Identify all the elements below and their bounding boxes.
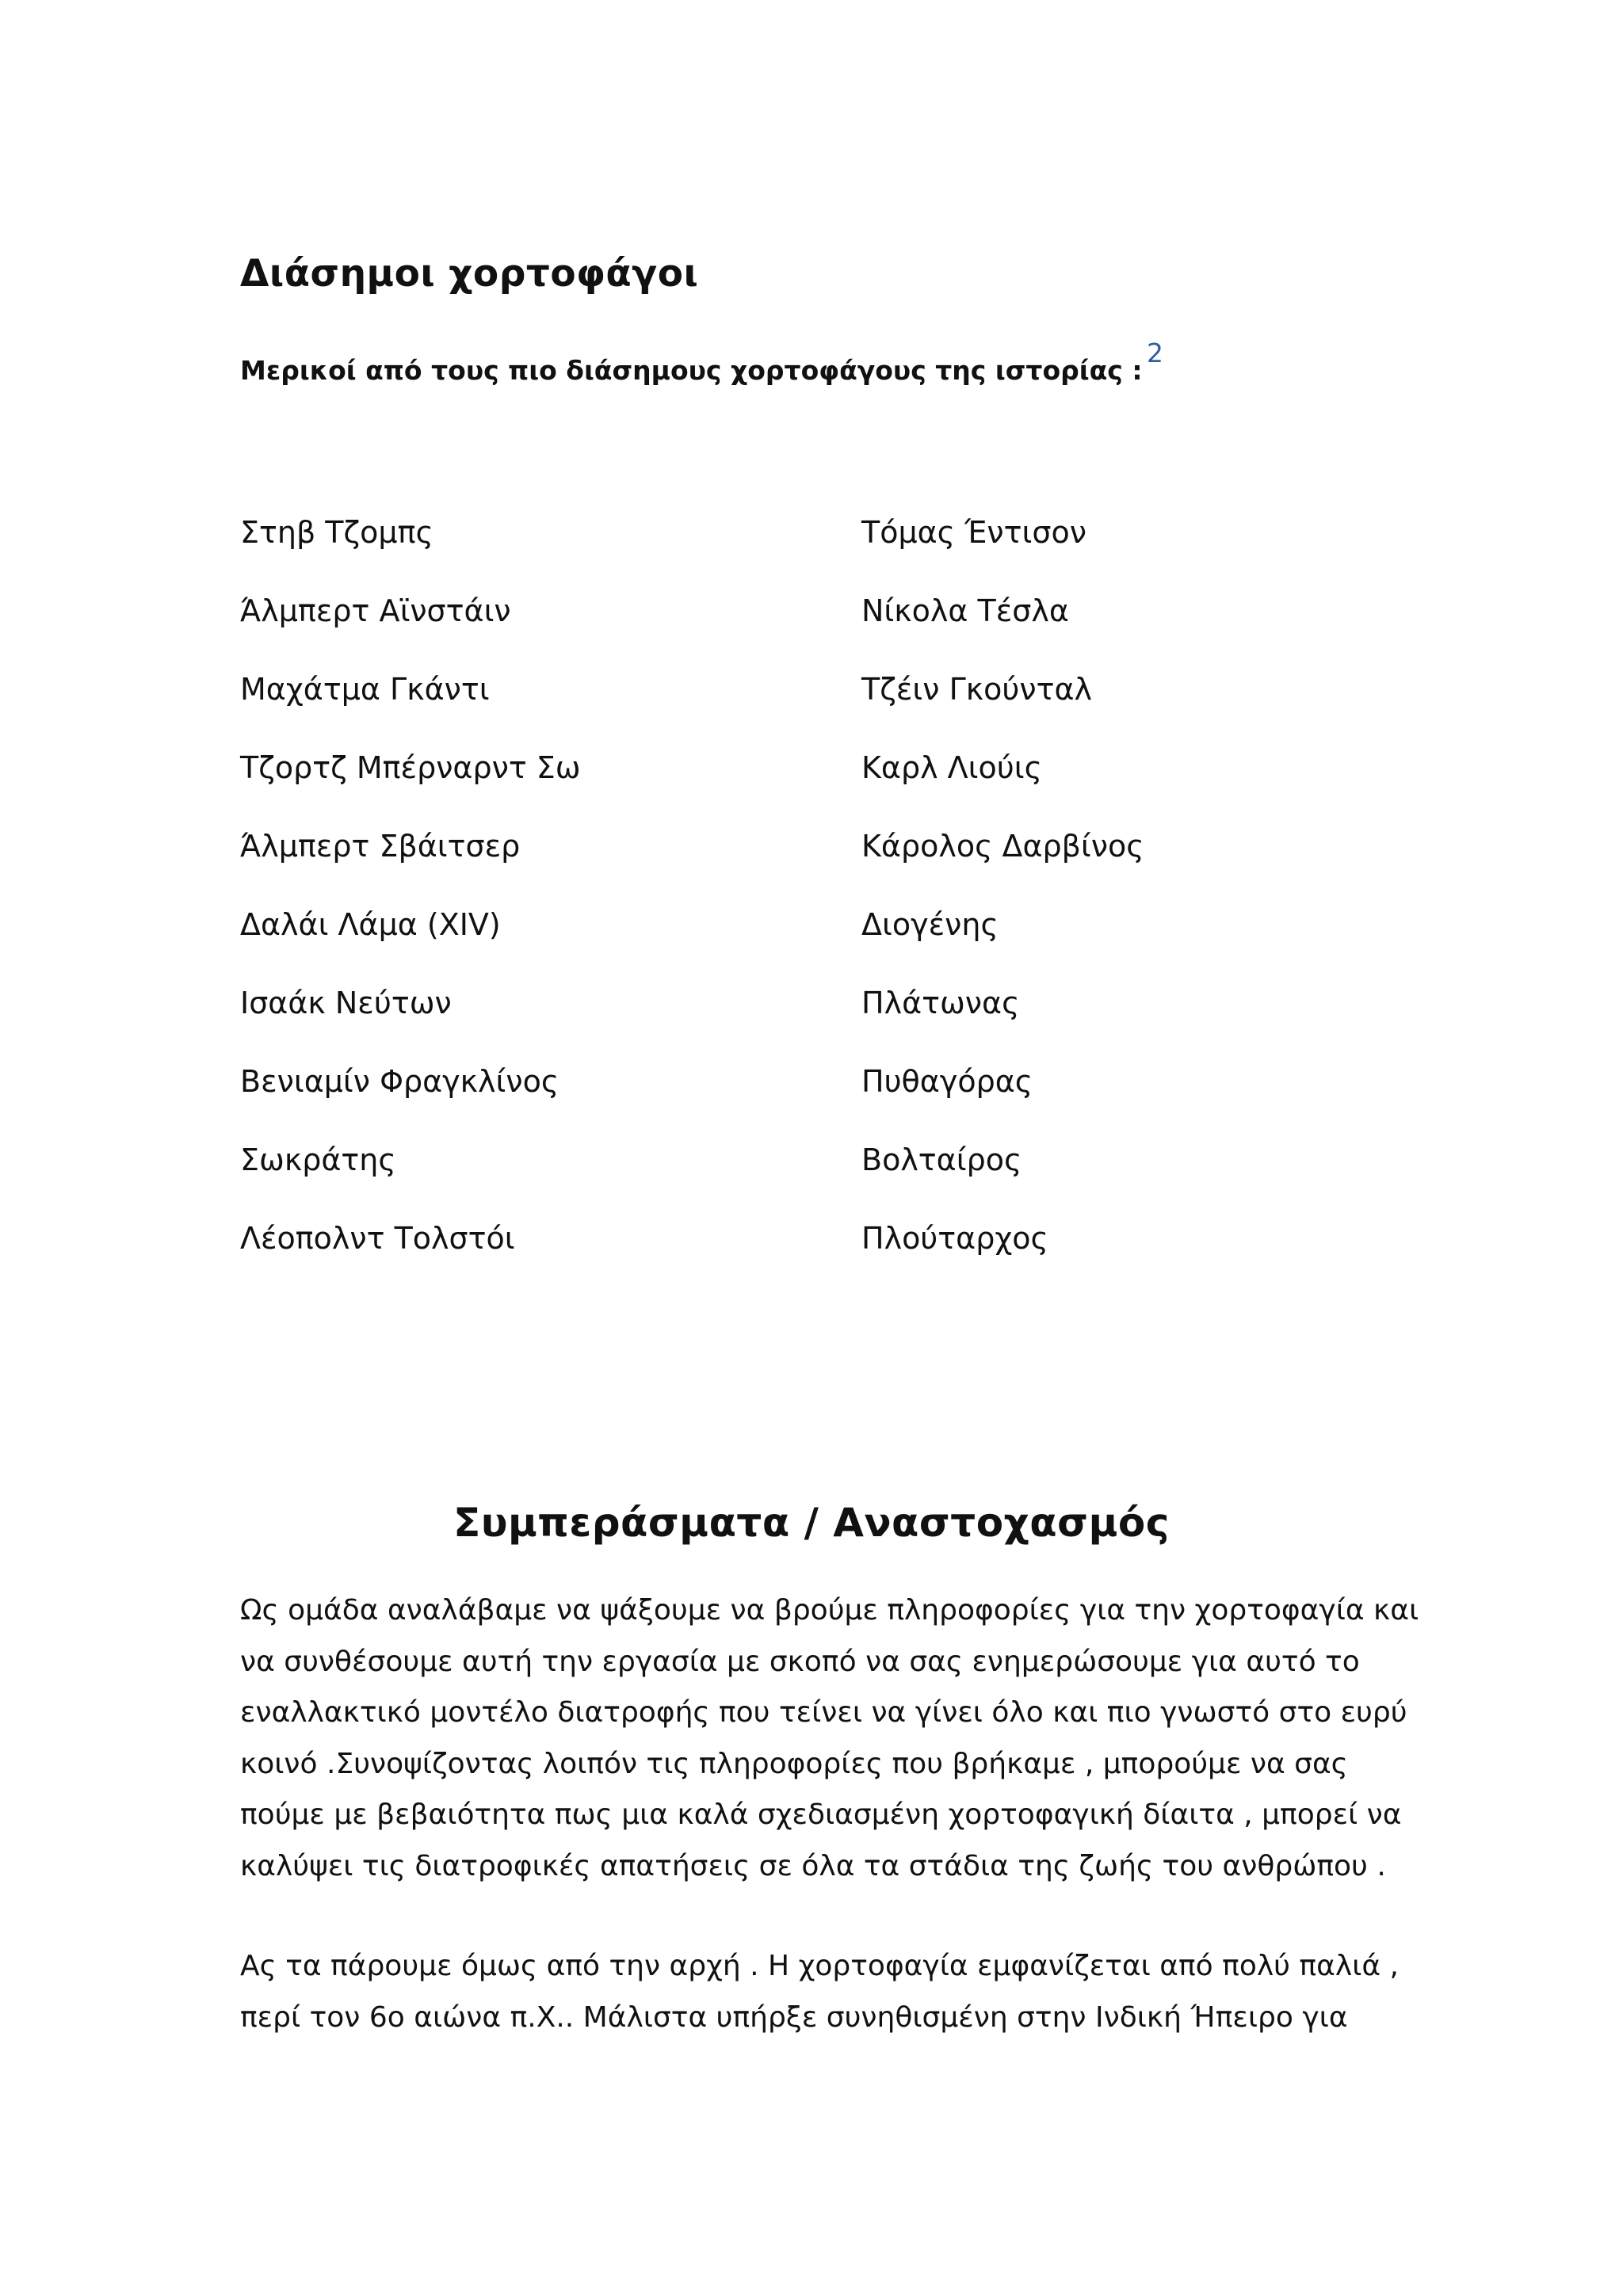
list-item: Λέοπολντ Τολστόι	[240, 1221, 515, 1256]
paragraph-conclusions	[240, 1585, 1419, 1892]
list-item: Πλάτωνας	[861, 986, 1020, 1020]
names-column-left	[240, 513, 581, 1297]
paragraph-line: να συνθέσουμε αυτή την εργασία με σκοπό να σας ενημερώσουμε για αυτό το	[240, 1645, 1360, 1678]
list-item: Τζορτζ Μπέρναρντ Σω	[240, 750, 581, 785]
section-subtitle: Μερικοί από τους πιο διάσημους χορτοφάγους της ιστορίας :	[240, 355, 1143, 386]
list-item: Άλμπερτ Αϊνστάιν	[240, 593, 511, 628]
paragraph-line: Ως ομάδα αναλάβαμε να ψάξουμε να βρούμε πληροφορίες για την χορτοφαγία και	[240, 1594, 1419, 1627]
list-item: Καρλ Λιούις	[861, 750, 1042, 785]
list-item: Ισαάκ Νεύτων	[240, 986, 452, 1020]
list-item: Βενιαμίν Φραγκλίνος	[240, 1064, 559, 1099]
list-item: Κάρολος Δαρβίνος	[861, 829, 1144, 864]
section-title-famous-vegetarians: Διάσημοι χορτοφάγοι	[240, 252, 699, 296]
list-item: Δαλάι Λάμα (XIV)	[240, 907, 501, 942]
paragraph-line: κοινό .Συνοψίζοντας λοιπόν τις πληροφορίες που βρήκαμε , μπορούμε να σας	[240, 1747, 1348, 1780]
list-item: Διογένης	[861, 907, 999, 942]
paragraph-line: περί τον 6ο αιώνα π.Χ.. Μάλιστα υπήρξε συνηθισμένη στην Ινδική Ήπειρο για	[240, 2000, 1348, 2034]
paragraph-line: εναλλακτικό μοντέλο διατροφής που τείνει να γίνει όλο και πιο γνωστό στο ευρύ	[240, 1696, 1407, 1729]
footnote-marker[interactable]: 2	[1147, 338, 1163, 368]
names-column-right	[861, 513, 1144, 1297]
list-item: Τζέιν Γκούνταλ	[861, 672, 1093, 707]
list-item: Πυθαγόρας	[861, 1064, 1033, 1099]
paragraph-history	[240, 1941, 1397, 2043]
paragraph-line: Ας τα πάρουμε όμως από την αρχή . Η χορτοφαγία εμφανίζεται από πολύ παλιά ,	[240, 1950, 1399, 1982]
paragraph-line: πούμε με βεβαιότητα πως μια καλά σχεδιασμένη χορτοφαγική δίαιτα , μπορεί να	[240, 1798, 1402, 1831]
list-item: Πλούταρχος	[861, 1221, 1048, 1256]
list-item: Τόμας Έντισον	[861, 515, 1086, 550]
list-item: Μαχάτμα Γκάντι	[240, 672, 490, 707]
list-item: Βολταίρος	[861, 1142, 1022, 1177]
list-item: Σωκράτης	[240, 1142, 396, 1177]
list-item: Στηβ Τζομπς	[240, 515, 433, 550]
section-title-conclusions: Συμπεράσματα / Αναστοχασμός	[453, 1500, 1170, 1546]
list-item: Νίκολα Τέσλα	[861, 593, 1069, 628]
list-item: Άλμπερτ Σβάιτσερ	[240, 829, 521, 864]
paragraph-line: καλύψει τις διατροφικές απατήσεις σε όλα τα στάδια της ζωής του ανθρώπου .	[240, 1849, 1386, 1882]
